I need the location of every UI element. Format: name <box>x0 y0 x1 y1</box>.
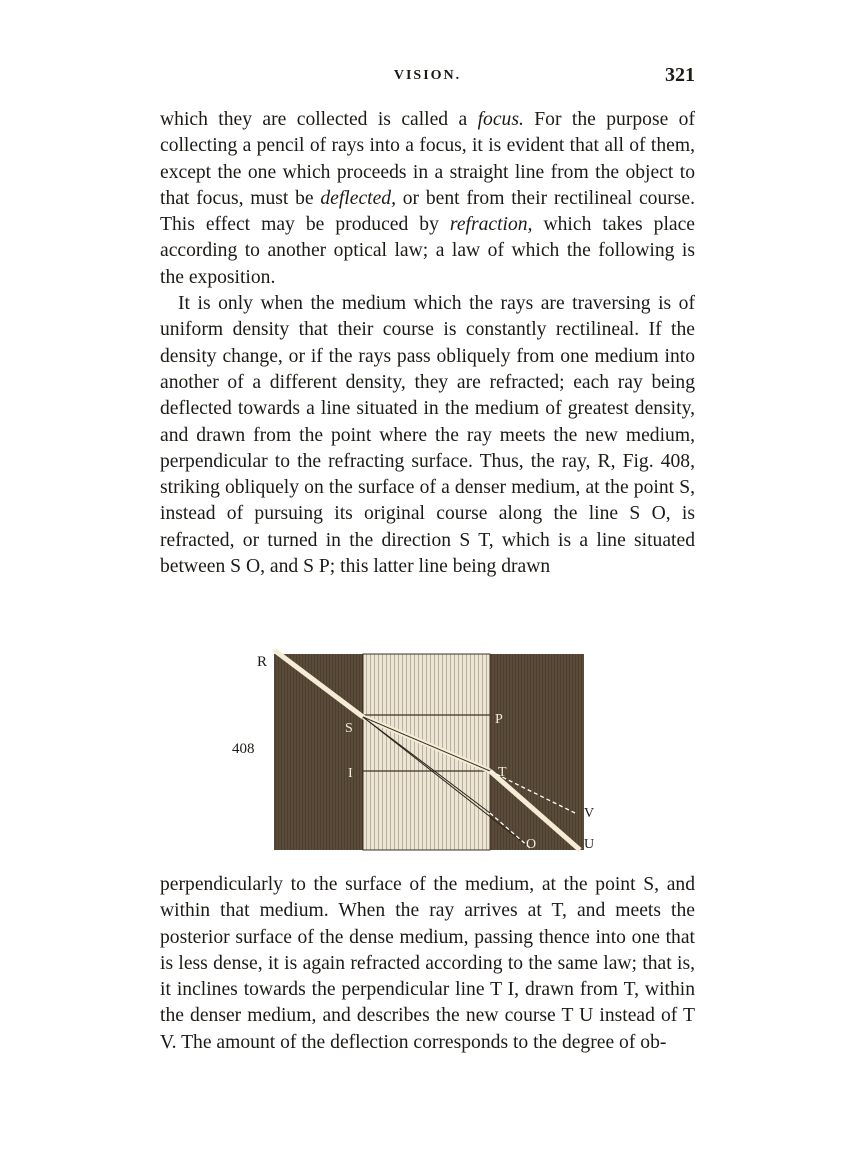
text-run: or bent from their rectilineal course. This effect may be produced by <box>160 187 695 236</box>
label-t: T <box>498 765 507 780</box>
term-refraction: refraction, <box>449 214 533 236</box>
refraction-diagram <box>230 645 610 860</box>
label-o: O <box>526 837 537 852</box>
label-u: U <box>584 837 595 852</box>
term-focus: focus. <box>477 109 524 130</box>
body-text-top <box>160 107 695 580</box>
text-run: which takes place according to another optical law; a law of which the following is the exposition. <box>160 214 696 288</box>
label-i: I <box>348 766 353 781</box>
figure-408 <box>230 645 610 860</box>
label-v: V <box>584 806 595 821</box>
label-s: S <box>345 721 353 736</box>
label-r: R <box>257 654 268 670</box>
term-deflected: deflected, <box>320 187 396 209</box>
figure-number: 408 <box>232 741 255 757</box>
running-title: VISION. <box>393 68 462 83</box>
body-text-bottom <box>160 872 695 1056</box>
text-run: For the purpose of collecting a pencil of rays into a focus, it is evident that all of them, except the one which proceeds in a straight line from the object to that focus, must be <box>160 109 695 209</box>
paragraph-continuation: perpendicularly to the surface of the medium, at the point S, and within that medium. When the ray arrives at T, and meets the posterior surface of the dense medium, passing thence into one that is less dense, it is again refracted according to the same law; that is, it inclines towards the perpendicular line T I, drawn from T, within the denser medium, and describes the new course T U instead of T V. The amount of the deflection corresponds to the degree of ob- <box>160 874 695 1053</box>
paragraph-refraction-law: It is only when the medium which the rays are traversing is of uniform density that their course is constantly rectilineal. If the density change, or if the rays pass obliquely from one medium into another of a different density, they are refracted; each ray being deflected towards a line situated in the medium of greatest density, and drawn from the point where the ray meets the new medium, perpendicular to the refracting surface. Thus, the ray, R, Fig. 408, striking obliquely on the surface of a denser medium, at the point S, instead of pursuing its original course along the line S O, is refracted, or turned in the direction S T, which is a line situated between S O, and S P; this latter line being drawn <box>160 293 695 578</box>
text-run: which they are collected is called a <box>160 109 478 130</box>
label-p: P <box>495 712 503 727</box>
dense-medium <box>363 654 490 850</box>
paragraph-focus <box>160 107 695 291</box>
page-number: 321 <box>665 64 695 86</box>
running-head <box>160 64 695 90</box>
